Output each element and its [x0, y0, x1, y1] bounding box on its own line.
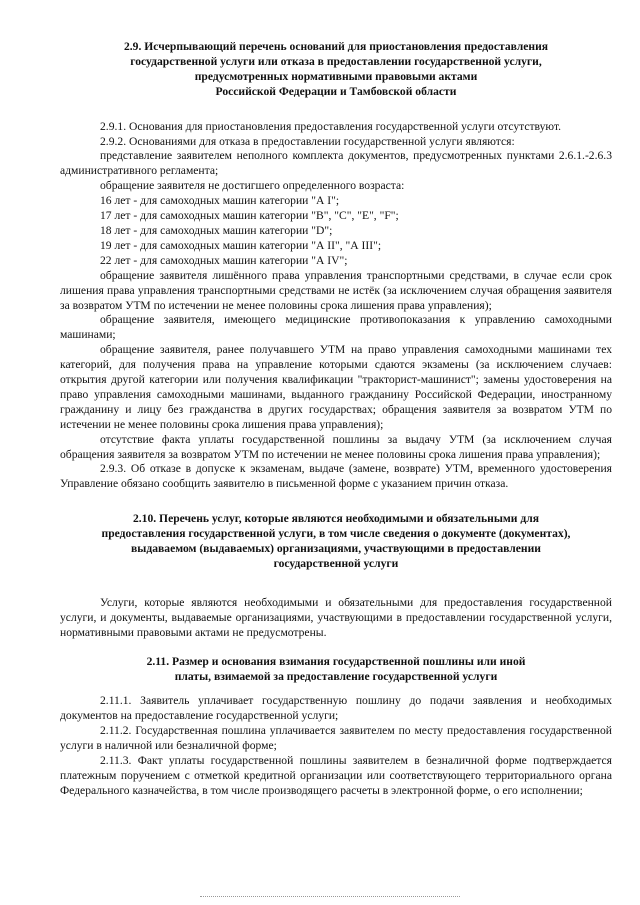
section-heading — [70, 40, 602, 100]
list-item: 19 лет - для самоходных машин категории "А II", "А III"; — [100, 238, 382, 252]
list-item: 16 лет - для самоходных машин категории "А I"; — [100, 194, 340, 208]
paragraph: обращение заявителя, ранее получавшего УТМ на право управления самоходными машинами тех категорий, для получения права на управление которыми сдаются экзамены (за исключением случаев: открытия другой категории или получения квалификации "тракторист-машинист"; замены удостоверения на право управления самоходными машинами, выданного гражданину Российской Федерации, иностранному гражданину и лицу без гражданства в других государствах; обращения заявителя за возвратом УТМ по истечении не менее половины срока лишения права управления); — [60, 343, 612, 431]
heading-line: Российской Федерации и Тамбовской области — [215, 84, 457, 98]
section-heading — [70, 655, 602, 685]
paragraph: 2.9.2. Основаниями для отказа в предоставлении государственной услуги являются: — [100, 134, 515, 148]
heading-line: государственной услуги или отказа в предоставлении государственной услуги, — [130, 54, 542, 68]
paragraph: обращение заявителя лишённого права управления транспортными средствами, в случае если срок лишения права управления транспортными средствами не истёк (за исключением случая обращения заявителя за возвратом УТМ по истечении не менее половины срока лишения права управления); — [60, 268, 612, 312]
heading-line: 2.10. Перечень услуг, которые являются необходимыми и обязательными для — [132, 512, 540, 526]
paragraph: обращение заявителя не достигшего определенного возраста: — [100, 179, 405, 193]
heading-line: предоставления государственной услуги, в том числе сведения о документе (документах), — [101, 527, 571, 541]
section-2-10 — [60, 512, 612, 640]
list-item: 22 лет - для самоходных машин категории "А IV"; — [100, 253, 348, 267]
list-item: 18 лет - для самоходных машин категории "D"; — [100, 223, 333, 237]
paragraph: отсутствие факта уплаты государственной пошлины за выдачу УТМ (за исключением случая обращения заявителя за возвратом УТМ по истечении не менее половины срока лишения права управления); — [60, 432, 612, 461]
heading-line: 2.9. Исчерпывающий перечень оснований для приостановления предоставления — [123, 40, 549, 53]
paragraph: 2.11.3. Факт уплаты государственной пошлины заявителем в безналичной форме подтверждается платежным поручением с отметкой кредитной организации или соответствующего территориального органа Федерального казначейства, в том числе производящего расчеты в электронной форме, о его исполнении; — [60, 754, 612, 797]
heading-line: 2.11. Размер и основания взимания государственной пошлины или иной — [146, 654, 526, 668]
heading-line: выдаваемом (выдаваемых) организациями, участвующими в предоставлении — [131, 542, 541, 556]
heading-line: предусмотренных нормативными правовыми актами — [194, 69, 478, 83]
paragraph: 2.11.2. Государственная пошлина уплачивается заявителем по месту предоставления государственной услуги в наличной или безналичной форме; — [60, 724, 612, 753]
paragraph: 2.11.1. Заявитель уплачивает государственную пошлину до подачи заявления и необходимых документов на предоставление государственной услуги; — [60, 694, 612, 723]
scan-edge-divider — [200, 896, 460, 897]
heading-line: платы, взимаемой за предоставление государственной услуги — [174, 669, 498, 683]
paragraph: 2.9.3. Об отказе в допуске к экзаменам, выдаче (замене, возврате) УТМ, временного удостоверения Управление обязано сообщить заявителю в письменной форме с указанием причин отказа. — [60, 462, 612, 491]
section-2-11 — [60, 655, 612, 799]
heading-line: государственной услуги — [273, 557, 399, 570]
section-heading — [70, 512, 602, 572]
paragraph: 2.9.1. Основания для приостановления предоставления государственной услуги отсутствуют. — [100, 119, 562, 133]
paragraph: представление заявителем неполного комплекта документов, предусмотренных пунктами 2.6.1.-2.6.3 административного регламента; — [60, 149, 612, 178]
paragraph: обращение заявителя, имеющего медицинские противопоказания к управлению самоходными машинами; — [60, 313, 612, 342]
paragraph: Услуги, которые являются необходимыми и обязательными для предоставления государственной услуги, и документы, выдаваемые организациями, участвующими в предоставлении государственной услуги, нормативными правовыми актами не предусмотрены. — [60, 595, 612, 639]
section-2-9 — [60, 40, 612, 492]
list-item: 17 лет - для самоходных машин категории "В", "С", "Е", "F"; — [100, 209, 399, 223]
